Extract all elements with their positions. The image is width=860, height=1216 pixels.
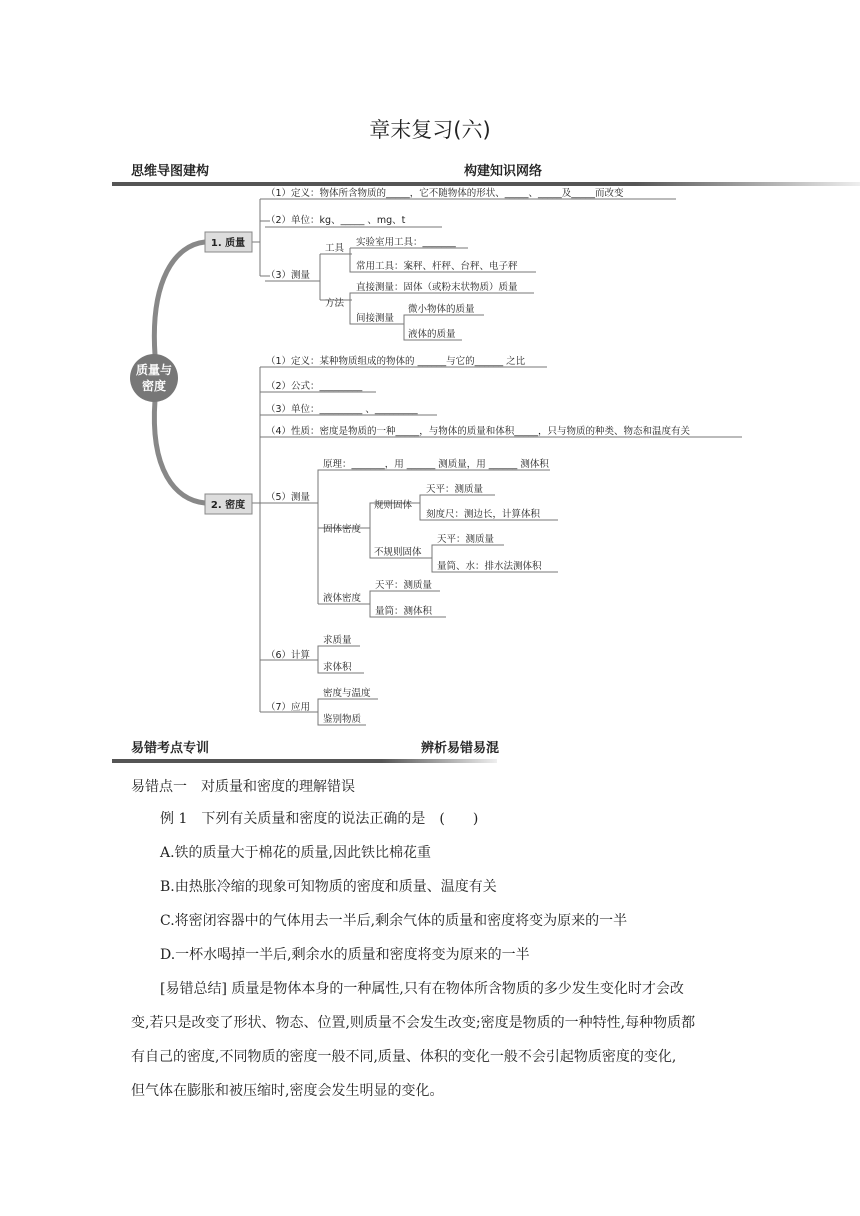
- mass-micro: 微小物体的质量: [408, 304, 475, 315]
- center-node: [130, 354, 178, 402]
- error-point-heading: 易错点一 对质量和密度的理解错误: [131, 779, 355, 795]
- section-heading-left: 思维导图建构: [131, 164, 210, 179]
- center-label-1: 质量与: [135, 363, 173, 377]
- density-app-temp: 密度与温度: [323, 688, 371, 699]
- density-liq-balance: 天平：测质量: [375, 580, 433, 591]
- page-title: 章末复习(六): [369, 118, 491, 142]
- density-app: （7）应用: [266, 702, 311, 713]
- density-formula: （2）公式：_________: [266, 381, 363, 392]
- density-node-label: 2. 密度: [210, 500, 246, 511]
- density-principle: 原理：_______，用 ______ 测质量，用 ______ 测体积: [323, 459, 549, 470]
- density-reg-balance: 天平：测质量: [426, 484, 484, 495]
- option-b: B.由热胀冷缩的现象可知物质的密度和质量、温度有关: [160, 879, 497, 895]
- density-calc-volume: 求体积: [323, 662, 352, 673]
- density-property: （4）性质：密度是物质的一种_____，与物体的质量和体积_____，只与物质的种类、物态和温度有关: [266, 426, 691, 437]
- mass-definition: （1）定义：物体所含物质的_____，它不随物体的形状、_____、_____及_____而改变: [266, 188, 624, 199]
- summary-line-2: 变,若只是改变了形状、物态、位置,则质量不会发生改变;密度是物质的一种特性,每种物质都: [131, 1015, 696, 1031]
- mass-unit: （2）单位：kg、_____ 、mg、t: [266, 215, 406, 226]
- density-measure: （5）测量: [266, 492, 311, 503]
- density-app-identify: 鉴别物质: [323, 714, 362, 725]
- mass-direct: 直接测量：固体（或粉末状物质）质量: [356, 282, 518, 293]
- section-heading-right: 构建知识网络: [464, 164, 543, 179]
- density-reg-ruler: 刻度尺：测边长，计算体积: [426, 509, 541, 520]
- mass-indirect: 间接测量: [356, 313, 395, 324]
- density-calc: （6）计算: [266, 650, 311, 661]
- example-question: 例 1 下列有关质量和密度的说法正确的是 ( ): [160, 811, 479, 827]
- option-c: C.将密闭容器中的气体用去一半后,剩余气体的质量和密度将变为原来的一半: [160, 913, 628, 929]
- mass-tool-common: 常用工具：案秤、杆秤、台秤、电子秤: [356, 261, 518, 272]
- center-label-2: 密度: [141, 379, 167, 393]
- mass-tool-lab: 实验室用工具：_______: [356, 237, 456, 248]
- density-calc-mass: 求质量: [323, 635, 352, 646]
- density-irr-cylinder: 量筒、水：排水法测体积: [437, 561, 542, 572]
- branch-density: [154, 400, 205, 503]
- mass-method: 方法: [325, 298, 345, 309]
- option-d: D.一杯水喝掉一半后,剩余水的质量和密度将变为原来的一半: [160, 947, 530, 963]
- section2-heading-right: 辨析易错易混: [421, 741, 500, 756]
- summary-line-1: [易错总结] 质量是物体本身的一种属性,只有在物体所含物质的多少发生变化时才会改: [160, 981, 684, 997]
- density-irr-balance: 天平：测质量: [437, 534, 495, 545]
- density-irregular: 不规则固体: [374, 547, 422, 558]
- mass-node-label: 1. 质量: [210, 238, 246, 249]
- summary-line-3: 有自己的密度,不同物质的密度一般不同,质量、体积的变化一般不会引起物质密度的变化,: [131, 1049, 677, 1065]
- summary-line-4: 但气体在膨胀和被压缩时,密度会发生明显的变化。: [131, 1083, 444, 1099]
- mass-tool: 工具: [325, 243, 345, 254]
- mass-liquid: 液体的质量: [408, 329, 456, 340]
- density-regular: 规则固体: [374, 500, 413, 511]
- branch-mass: [154, 242, 205, 355]
- density-definition: （1）定义：某种物质组成的物体的 ______与它的______ 之比: [266, 356, 526, 367]
- density-unit: （3）单位：_________ 、_________: [266, 404, 418, 415]
- option-a: A.铁的质量大于棉花的质量,因此铁比棉花重: [160, 845, 432, 861]
- density-solid: 固体密度: [323, 524, 362, 535]
- section2-divider: [112, 759, 497, 763]
- section2-heading-left: 易错考点专训: [131, 741, 210, 756]
- density-liquid: 液体密度: [323, 593, 362, 604]
- density-liq-cylinder: 量筒：测体积: [375, 606, 433, 617]
- mass-measure: （3）测量: [266, 270, 311, 281]
